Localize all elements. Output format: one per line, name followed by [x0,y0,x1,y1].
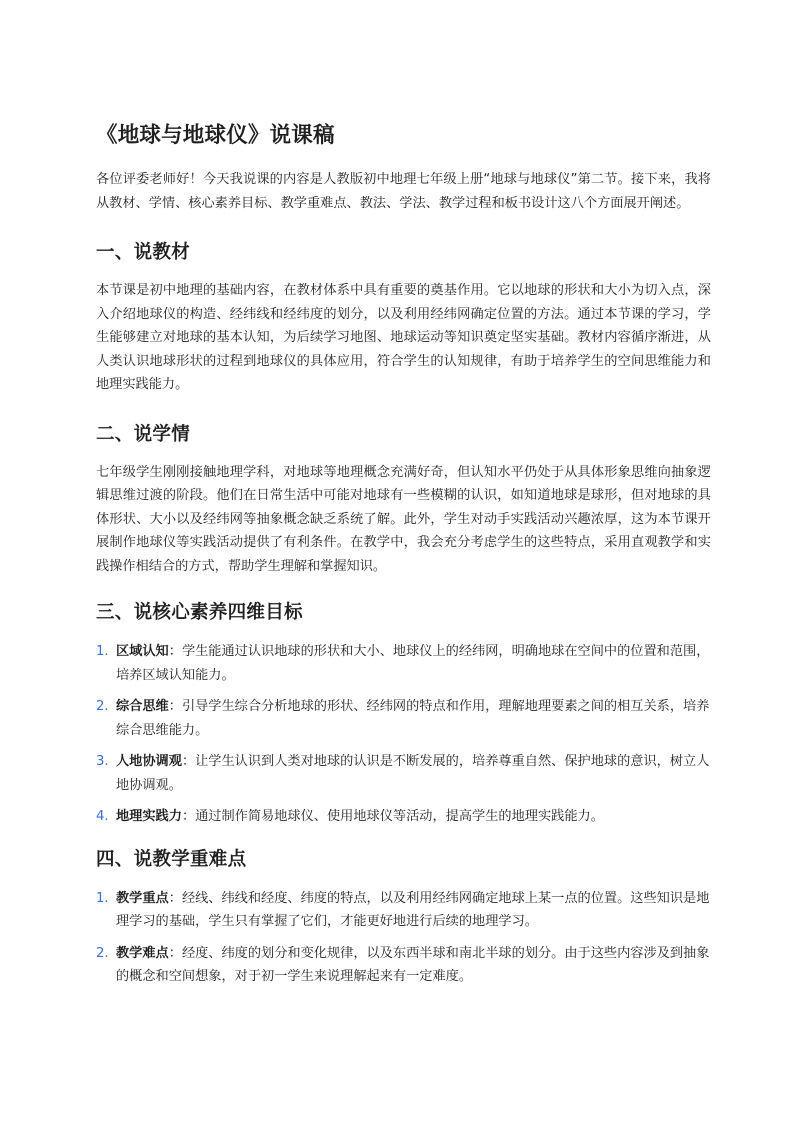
list-number: 2. [96,945,109,961]
list-term: 区域认知 [116,644,169,659]
section-heading-key-points: 四、说教学重难点 [96,848,247,870]
list-term: 教学难点 [116,945,169,961]
list-term: 教学重点 [116,890,169,906]
list-separator: ： [168,890,182,906]
intro-paragraph: 各位评委老师好！今天我说课的内容是人教版初中地理七年级上册“地球与地球仪”第二节。接下来，我将从教材、学情、核心素养目标、教学重难点、教法、学法、教学过程和板书设计这八个方面展开阐述。 [96,172,711,211]
list-separator: ： [168,644,182,659]
document-page [96,118,711,997]
list-item [96,887,711,934]
objectives-list [96,640,711,829]
document-title: 《地球与地球仪》说课稿 [96,123,335,148]
list-text: 学生能通过认识地球的形状和大小、地球仪上的经纬网，明确地球在空间中的位置和范围，培养区域认知能力。 [116,644,710,683]
list-number: 2. [96,699,109,714]
list-number: 4. [96,809,109,824]
list-text: 经度、纬度的划分和变化规律，以及东西半球和南北半球的划分。由于这些内容涉及到抽象的概念和空间想象，对于初一学生来说理解起来有一定难度。 [116,945,710,984]
list-item [96,942,711,989]
list-term: 综合思维 [116,699,169,714]
section-body-students: 七年级学生刚刚接触地理学科，对地球等地理概念充满好奇，但认知水平仍处于从具体形象思维向抽象逻辑思维过渡的阶段。他们在日常生活中可能对地球有一些模糊的认识，如知道地球是球形，但对地球的具体形状、大小以及经纬网等抽象概念缺乏系统了解。此外，学生对动手实践活动兴趣浓厚，这为本节课开展制作地球仪等实践活动提供了有利条件。在教学中，我会充分考虑学生的这些特点，采用直观教学和实践操作相结合的方式，帮助学生理解和掌握知识。 [96,464,711,574]
list-text: 引导学生综合分析地球的形状、经纬网的特点和作用，理解地理要素之间的相互关系，培养综合思维能力。 [116,699,710,738]
list-number: 1. [96,644,109,659]
list-separator: ： [168,699,182,714]
list-separator: ： [181,754,196,769]
list-text: 经线、纬线和经度、纬度的特点，以及利用经纬网确定地球上某一点的位置。这些知识是地理学习的基础，学生只有掌握了它们，才能更好地进行后续的地理学习。 [116,890,710,929]
section-heading-textbook: 一、说教材 [96,242,191,263]
list-term: 地理实践力 [116,809,182,824]
list-item [96,640,711,687]
list-separator: ： [168,945,182,961]
list-text: 通过制作简易地球仪、使用地球仪等活动，提高学生的地理实践能力。 [195,809,604,824]
section-body-textbook: 本节课是初中地理的基础内容，在教材体系中具有重要的奠基作用。它以地球的形状和大小为切入点，深入介绍地球仪的构造、经纬线和经纬度的划分，以及利用经纬网确定位置的方法。通过本节课的学习，学生能够建立对地球的基本认知，为后续学习地图、地球运动等知识奠定坚实基础。教材内容循序渐进，从人类认识地球形状的过程到地球仪的具体应用，符合学生的认知规律，有助于培养学生的空间思维能力和地理实践能力。 [96,283,711,392]
list-item [96,695,711,742]
list-item [96,750,711,797]
list-number: 3. [96,754,109,769]
section-heading-objectives: 三、说核心素养四维目标 [96,602,303,623]
list-number: 1. [96,890,109,906]
list-separator: ： [181,809,196,824]
list-term: 人地协调观 [116,754,182,769]
list-text: 让学生认识到人类对地球的认识是不断发展的，培养尊重自然、保护地球的意识，树立人地协调观。 [116,754,710,793]
section-heading-students: 二、说学情 [96,423,191,445]
list-item [96,805,711,829]
key-points-list [96,887,711,989]
